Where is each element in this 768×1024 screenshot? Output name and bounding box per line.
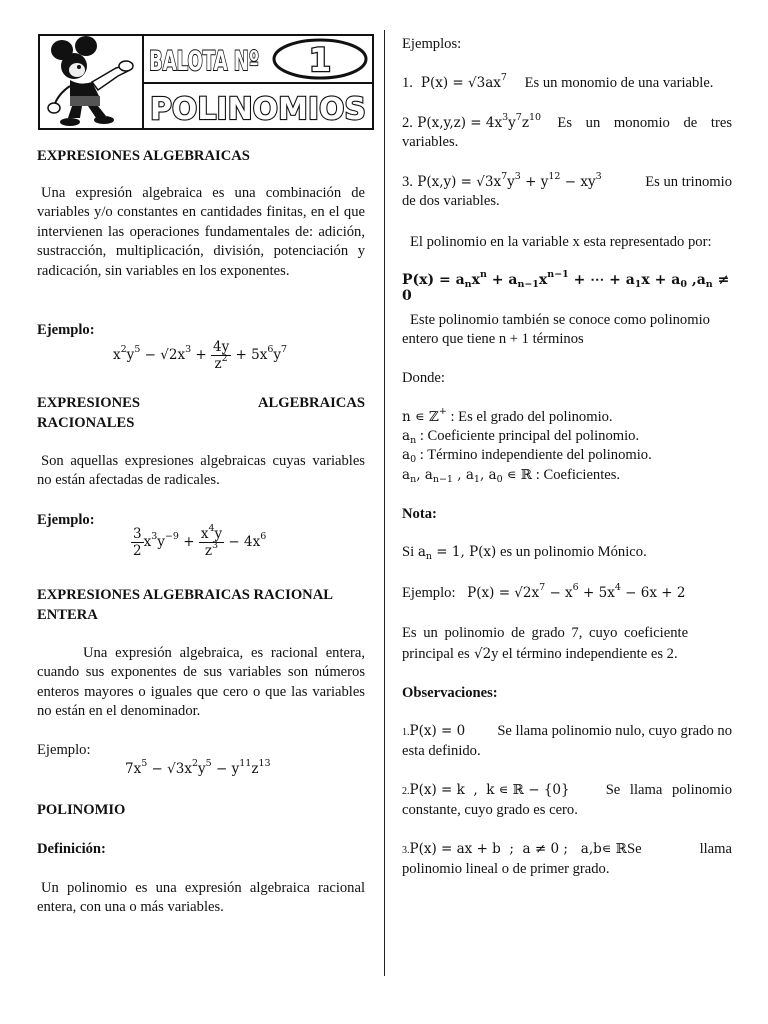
obs-text-cont: constante, cuyo grado es cero. — [402, 802, 578, 819]
item-description: Es un trinomio — [645, 174, 732, 190]
paragraph-expresion-algebraica: Una expresión algebraica es una combinación de variables y/o constantes en cantidades finitas, en el que intervienen las operaciones fundamentales de: adición, sustracción, multiplicación, división, potenciación y radicación, sin variables en los exponentes. — [37, 185, 365, 279]
obs-number: 1. — [402, 727, 410, 738]
example-item-2 — [402, 114, 732, 153]
formula-example-3: $7x^5 - √3x^2y^5 - y^{11}z^{13}$ — [125, 758, 271, 777]
nota-label: Nota: — [402, 506, 437, 522]
heading-racionales-line1 — [37, 394, 365, 413]
svg-text:1: 1 — [308, 41, 332, 79]
header-number-badge — [270, 38, 370, 80]
item-description: Es un monomio de una variable. — [524, 75, 714, 91]
obs-text: Se llama polinomio — [605, 782, 732, 798]
paragraph-definicion-polinomio: Un polinomio es una expresión algebraica racional entera, con una o más variables. — [37, 880, 365, 916]
header-title-polinomios — [146, 86, 370, 126]
heading-word-algebraicas: ALGEBRAICAS — [257, 395, 365, 411]
formula-trinomio: $P(x,y) = √3x^7y^3 + y^{12} - xy^3$ — [412, 171, 602, 190]
item-number: 1. — [402, 75, 413, 91]
observaciones-label: Observaciones: — [402, 685, 498, 701]
header-title-balota — [146, 38, 262, 78]
header-separator — [144, 82, 372, 84]
formula-monomio-1: $P(x) = √3ax^7$ — [416, 72, 507, 91]
definition-coef-principal: $a_n$ : Coeficiente principal del polinomio. — [402, 428, 640, 446]
definition-termino-independiente: $a_0$ : Término independiente del polinomio. — [402, 447, 652, 465]
example-item-3 — [402, 173, 732, 212]
title-banner — [38, 34, 374, 130]
definition-label: Definición: — [37, 841, 106, 857]
item-number: 2. — [402, 115, 413, 131]
ejemplo-label: Ejemplo: — [402, 585, 456, 601]
example-label-1: Ejemplo: — [37, 322, 95, 338]
obs-number: 2. — [402, 786, 410, 797]
observation-1: 1.P(x) = 0 Se llama polinomio nulo, cuyo grado no esta definido. — [402, 722, 732, 762]
obs-text-cont: esta definido. — [402, 743, 481, 760]
item-description-cont: variables. — [402, 134, 459, 151]
text: y el término independiente es 2. — [491, 646, 678, 662]
heading-racional-entera-line2: ENTERA — [37, 607, 98, 623]
heading-racional-entera-line1: EXPRESIONES ALGEBRAICAS RACIONAL — [37, 587, 333, 603]
example-item-1 — [402, 74, 732, 93]
definition-text: : Coeficientes. — [535, 467, 621, 483]
obs-text-cont: polinomio lineal o de primer grado. — [402, 861, 610, 878]
example-label-2: Ejemplo: — [37, 512, 95, 528]
heading-expresiones-algebraicas: EXPRESIONES ALGEBRAICAS — [37, 148, 250, 164]
nota-text-cont: es un polinomio Mónico. — [499, 544, 647, 560]
definition-text: : Término independiente del polinomio. — [419, 447, 652, 463]
cartoon-mouse-illustration — [40, 36, 144, 128]
text: principal es — [402, 646, 470, 662]
observation-3: 3.P(x) = ax + b ; a ≠ 0 ; a,b∊ ℝSe llama polinomio lineal o de primer grado. — [402, 840, 732, 880]
paragraph-grado-7-line2: principal es √2y el término independiente es 2. — [402, 646, 678, 662]
formula-example-2: $\frac{3}{2}$ $x^3y^{-9}$ + $\frac{x^4y}{z^3}$ − $4x^6$ — [133, 523, 267, 559]
nota-monico: Si $a_n = 1$, P(x) es un polinomio Mónico. — [402, 544, 647, 562]
svg-text:POLINOMIOS: POLINOMIOS — [150, 92, 366, 127]
formula-example-1: $x^2y^5 - √2x^3$ + $\frac{4y}{z^2}$ + $5x^6y^7$ — [113, 339, 288, 372]
ejemplos-label: Ejemplos: — [402, 36, 462, 52]
paragraph-racional-entera: Una expresión algebraica, es racional entera, cuando sus exponentes de sus variables son números enteros mayores o iguales que cero o que las variables no están en el denominador. — [37, 645, 365, 720]
obs-text: llama — [699, 841, 732, 857]
paragraph-racionales: Son aquellas expresiones algebraicas cuyas variables no están afectadas de radicales. — [37, 453, 365, 489]
paragraph-polinomio-entero-2: entero que tiene n + 1 términos — [402, 331, 584, 347]
observation-2: 2.P(x) = k , k ∊ ℝ − {0} Se llama polinomio constante, cuyo grado es cero. — [402, 781, 732, 821]
definition-text: : Es el grado del polinomio. — [450, 409, 613, 425]
heading-polinomio: POLINOMIO — [37, 802, 126, 818]
paragraph-polinomio-entero-1: Este polinomio también se conoce como polinomio — [410, 312, 710, 328]
example-label-3: Ejemplo: — [37, 742, 91, 758]
heading-racionales-line2: RACIONALES — [37, 415, 135, 431]
example-monico — [402, 584, 732, 603]
column-divider — [384, 30, 385, 976]
obs-text: Se — [626, 841, 642, 857]
formula-monico-example: $P(x) = √2x^7 - x^6 + 5x^4 - 6x + 2$ — [467, 582, 686, 601]
definition-grado: n ∊ ℤ+ : Es el grado del polinomio. — [402, 406, 613, 425]
item-description: Es un monomio de tres — [557, 115, 732, 131]
obs-number: 3. — [402, 845, 410, 856]
definition-text: : Coeficiente principal del polinomio. — [419, 428, 640, 444]
heading-word-expresiones: EXPRESIONES — [37, 395, 140, 411]
nota-text: Si — [402, 544, 415, 560]
item-description-cont: de dos variables. — [402, 193, 500, 210]
obs-text: Se llama polinomio nulo, cuyo grado no — [497, 723, 732, 739]
definition-coeficientes: $a_n$, $a_{n-1}$ , $a_1$, $a_0$ ∊ ℝ : Coeficientes. — [402, 467, 621, 485]
formula-polinomio-general: $P(x) = a_nx^n + a_{n-1}x^{n-1}$ + ⋯ + $a_1x + a_0$ $,a_n \ne 0$ — [402, 269, 730, 304]
donde-label: Donde: — [402, 370, 445, 386]
item-number: 3. — [402, 174, 413, 190]
paragraph-variable-x: El polinomio en la variable x esta representado por: — [410, 234, 712, 250]
paragraph-grado-7-line1: Es un polinomio de grado 7, cuyo coeficiente — [402, 625, 689, 641]
formula-monomio-2: $P(x,y,z) = 4x^3y^7z^{10}$ — [412, 112, 542, 131]
svg-text:BALOTA Nº: BALOTA Nº — [149, 46, 259, 77]
